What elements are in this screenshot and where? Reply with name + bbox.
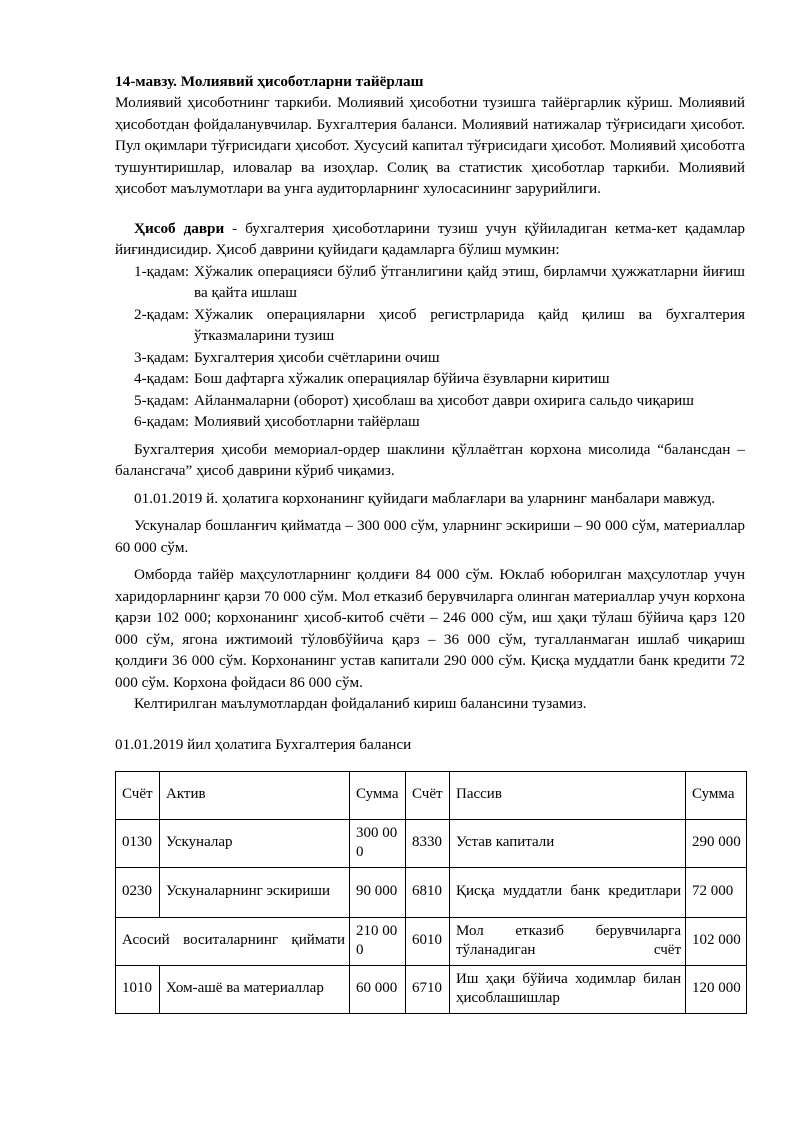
step-number: 5-қадам: bbox=[134, 391, 190, 409]
cell-asset: Ускуналарнинг эскириши bbox=[160, 867, 350, 917]
step-text: Хўжалик операцияларни ҳисоб регистрларида қайд қилиш ва бухгалтерия ўтказмаларини тузиш bbox=[194, 305, 745, 344]
balance-table bbox=[115, 771, 747, 1014]
cell-account: 0130 bbox=[116, 819, 160, 867]
date-paragraph: 01.01.2019 й. ҳолатига корхонанинг қуйидаги маблағлари ва уларнинг манбалари мавжуд. bbox=[134, 489, 716, 507]
cell-sum-2: 120 000 bbox=[686, 965, 747, 1013]
table-row bbox=[116, 917, 747, 965]
header-account-2: Счёт bbox=[406, 771, 450, 819]
header-sum: Сумма bbox=[350, 771, 406, 819]
cycle-definition-text: - бухгалтерия ҳисоботларини тузиш учун қўйиладиган кетма-кет қадамлар йиғиндисидир. Ҳисоб даврини қуйидаги қадамларга бўлиш мумкин: bbox=[115, 219, 745, 258]
steps-list bbox=[115, 261, 745, 433]
topic-intro: Молиявий ҳисоботнинг таркиби. Молиявий ҳисоботни тузишга тайёргарлик кўриш. Молиявий ҳисоботдан фойдаланувчилар. Бухгалтерия баланси. Молиявий натижалар тўғрисидаги ҳисобот. Пул оқимлари тўғрисидаги ҳисобот. Хусусий капитал тўғрисидаги ҳисобот. Молиявий ҳисоботга тушунтиришлар, иловалар ва изоҳлар. Солиқ ва статистик ҳисоботлар таркиби. Молиявий ҳисобот маълумотлари ва унга аудиторларнинг хулосасининг зарурийлиги. bbox=[115, 94, 745, 197]
cell-account: 0230 bbox=[116, 867, 160, 917]
equipment-paragraph: Ускуналар бошланғич қийматда – 300 000 сўм, уларнинг эскириши – 90 000 сўм, материаллар 60 000 сўм. bbox=[115, 517, 745, 556]
step-number: 3-қадам: bbox=[134, 348, 190, 366]
compose-paragraph: Келтирилган маълумотлардан фойдаланиб кириш балансини тузамиз. bbox=[134, 695, 587, 712]
step-item bbox=[115, 261, 745, 304]
table-header-row bbox=[116, 771, 747, 819]
header-account: Счёт bbox=[116, 771, 160, 819]
cell-sum: 60 000 bbox=[350, 965, 406, 1013]
step-number: 1-қадам: bbox=[134, 262, 190, 280]
table-row bbox=[116, 965, 747, 1013]
cell-sum-2: 102 000 bbox=[686, 917, 747, 965]
cell-liability: Қисқа муддатли банк кредитлари bbox=[450, 867, 686, 917]
cell-sum: 210 000 bbox=[350, 917, 406, 965]
cell-asset-total: Асосий воситаларнинг қиймати bbox=[116, 917, 350, 965]
step-number: 6-қадам: bbox=[134, 413, 190, 430]
cycle-term: Ҳисоб даври bbox=[134, 219, 225, 237]
step-text: Бош дафтарга хўжалик операциялар бўйича ёзувларни киритиш bbox=[194, 370, 610, 387]
cell-sum-2: 290 000 bbox=[686, 819, 747, 867]
table-caption: 01.01.2019 йил ҳолатига Бухгалтерия баланси bbox=[115, 735, 412, 753]
step-text: Молиявий ҳисоботларни тайёрлаш bbox=[194, 413, 420, 430]
step-number: 2-қадам: bbox=[134, 305, 190, 323]
header-sum-2: Сумма bbox=[686, 771, 747, 819]
cell-account-2: 6010 bbox=[406, 917, 450, 965]
cell-liability: Мол етказиб берувчиларга тўланадиган счёт bbox=[450, 917, 686, 965]
cell-sum: 300 000 bbox=[350, 819, 406, 867]
memorial-order-paragraph: Бухгалтерия ҳисоби мемориал-ордер шаклини қўллаётган корхона мисолида “балансдан –балансгача” ҳисоб даврини кўриб чиқамиз. bbox=[115, 440, 745, 479]
cell-asset: Хом-ашё ва материаллар bbox=[160, 965, 350, 1013]
cycle-definition bbox=[115, 218, 745, 261]
step-text: Хўжалик операцияси бўлиб ўтганлигини қайд этиш, бирламчи ҳужжатларни йиғиш ва қайта ишлаш bbox=[194, 262, 745, 301]
table-row bbox=[116, 819, 747, 867]
header-liability: Пассив bbox=[450, 771, 686, 819]
cell-liability: Иш ҳақи бўйича ходимлар билан ҳисоблашишлар bbox=[450, 965, 686, 1013]
cell-account: 1010 bbox=[116, 965, 160, 1013]
step-text: Бухгалтерия ҳисоби счётларини очиш bbox=[194, 348, 440, 366]
cell-account-2: 6810 bbox=[406, 867, 450, 917]
step-number: 4-қадам: bbox=[134, 370, 190, 387]
warehouse-paragraph: Омборда тайёр маҳсулотларнинг қолдиғи 84 000 сўм. Юклаб юборилган маҳсулотлар учун харидорларнинг қарзи 70 000 сўм. Мол етказиб берувчиларга олинган материаллар учун корхона қарзи 102 000; корхонанинг ҳисоб-китоб счёти – 246 000 сўм, иш ҳақи тўлаш бўйича қарз 120 000 сўм, ягона ижтимоий тўловбўйича қарз – 36 000 сўм, тугалланмаган ишлаб чиқариш қолдиғи 36 000 сўм. Корхонанинг устав капитали 290 000 сўм. Қисқа муддатли банк кредити 72 000 сўм. Корхона фойдаси 86 000 сўм. bbox=[115, 566, 745, 691]
step-item bbox=[115, 347, 745, 369]
cell-sum-2: 72 000 bbox=[686, 867, 747, 917]
cell-account-2: 6710 bbox=[406, 965, 450, 1013]
cell-account-2: 8330 bbox=[406, 819, 450, 867]
step-item bbox=[115, 304, 745, 347]
document-page bbox=[115, 72, 745, 1014]
header-asset: Актив bbox=[160, 771, 350, 819]
cell-sum: 90 000 bbox=[350, 867, 406, 917]
step-item bbox=[115, 368, 745, 390]
step-item bbox=[115, 411, 745, 433]
topic-heading: 14-мавзу. Молиявий ҳисоботларни тайёрлаш bbox=[115, 73, 424, 90]
step-item bbox=[115, 390, 745, 412]
cell-liability: Устав капитали bbox=[450, 819, 686, 867]
step-text: Айланмаларни (оборот) ҳисоблаш ва ҳисобот даври охирига сальдо чиқариш bbox=[194, 391, 694, 409]
table-row bbox=[116, 867, 747, 917]
cell-asset: Ускуналар bbox=[160, 819, 350, 867]
